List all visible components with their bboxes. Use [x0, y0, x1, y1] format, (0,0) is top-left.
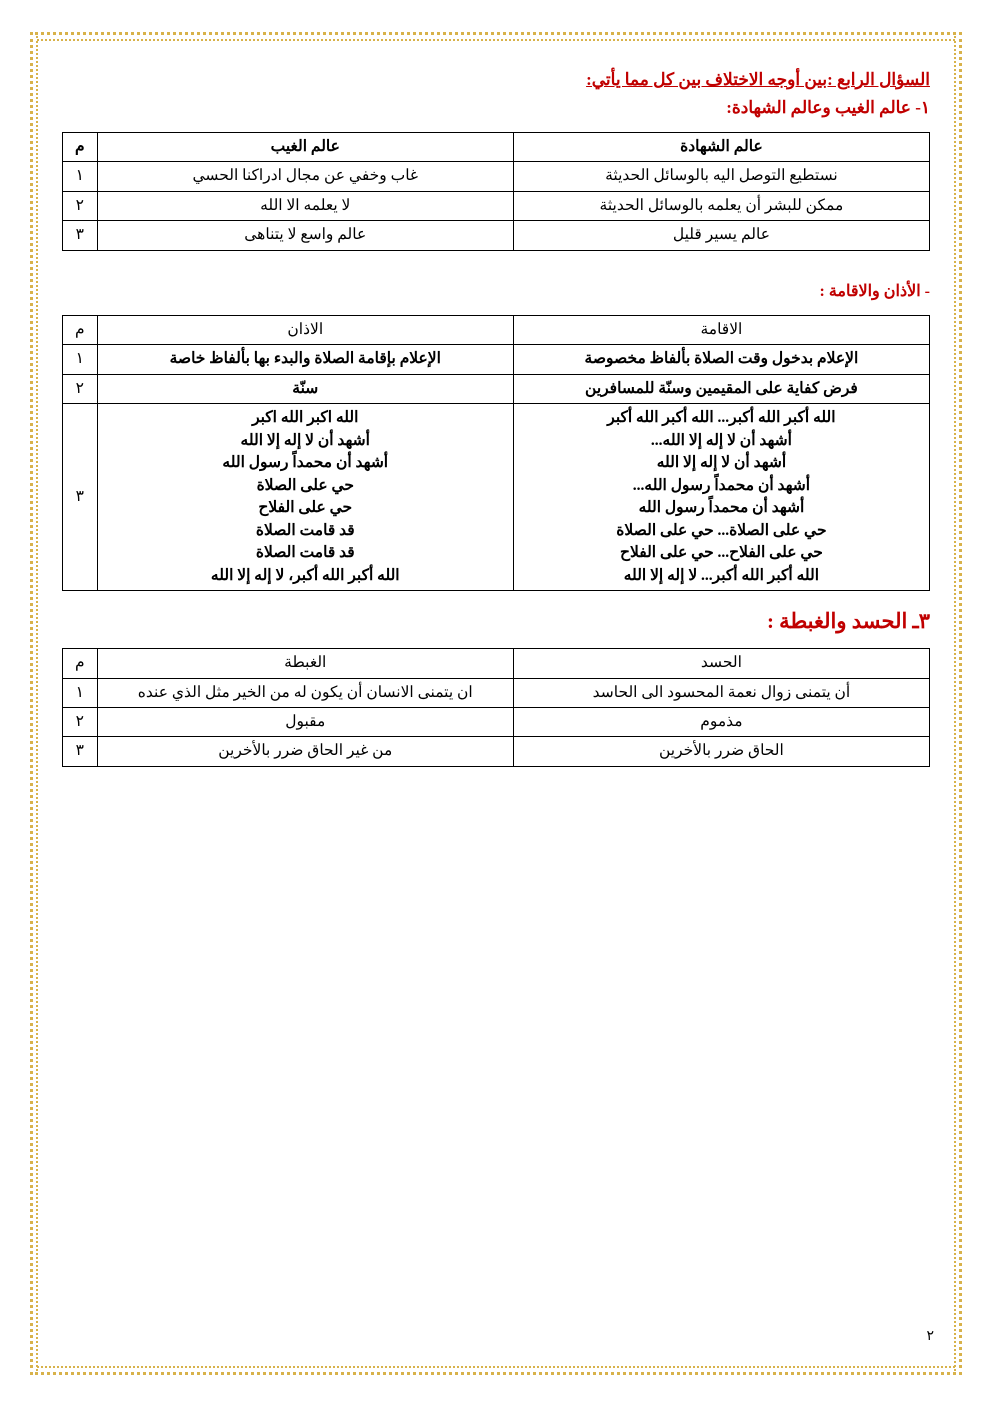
- adhan-line: الله أكبر الله أكبر... لا إله إلا الله: [623, 566, 820, 584]
- table-header-row: [63, 649, 930, 678]
- table-row-adhan: [63, 404, 930, 591]
- table-row: [63, 191, 930, 220]
- cell-right: ان يتمنى الانسان أن يكون له من الخير مثل الذي عنده: [97, 678, 513, 707]
- page-number: ٢: [926, 1329, 934, 1344]
- cell-right: عالم واسع لا يتناهى: [97, 221, 513, 250]
- decorative-border-right: [954, 36, 956, 1371]
- header-right-3: الغبطة: [97, 649, 513, 678]
- adhan-line: أشهد أن محمداً رسول الله: [638, 499, 805, 517]
- question-title: السؤال الرابع :بين أوجه الاختلاف بين كل مما يأتي:: [586, 70, 930, 89]
- cell-right: غاب وخفي عن مجال ادراكنا الحسي: [97, 162, 513, 191]
- header-left-3: الحسد: [513, 649, 929, 678]
- table-header-row: [63, 133, 930, 162]
- cell-right: سنّة: [97, 374, 513, 403]
- adhan-line: أشهد أن لا إله إلا الله: [656, 454, 787, 472]
- table-row: [63, 345, 930, 374]
- adhan-line: أشهد أن محمداً رسول الله: [222, 454, 389, 472]
- cell-right: لا يعلمه الا الله: [97, 191, 513, 220]
- adhan-line: قد قامت الصلاة: [255, 521, 355, 539]
- adhan-line: حي على الصلاة: [256, 476, 354, 494]
- cell-left: عالم يسير قليل: [513, 221, 929, 250]
- cell-num: ٢: [63, 707, 98, 736]
- header-left-1: عالم الشهادة: [513, 133, 929, 162]
- header-num-1: م: [63, 133, 98, 162]
- adhan-line: قد قامت الصلاة: [255, 544, 355, 562]
- table-row: [63, 162, 930, 191]
- cell-right: الإعلام بإقامة الصلاة والبدء بها بألفاظ خاصة: [97, 345, 513, 374]
- adhan-line: أشهد أن لا إله إلا الله...: [650, 431, 792, 449]
- cell-right: من غير الحاق ضرر بالأخرين: [97, 737, 513, 766]
- header-num-3: م: [63, 649, 98, 678]
- table-row: [63, 221, 930, 250]
- section-heading-1: ١- عالم الغيب وعالم الشهادة:: [726, 98, 930, 117]
- header-right-2: الاذان: [97, 315, 513, 344]
- cell-left: الحاق ضرر بالأخرين: [513, 737, 929, 766]
- cell-num: ٣: [63, 404, 98, 591]
- adhan-line: حي على الفلاح... حي على الفلاح: [619, 544, 823, 562]
- cell-num: ١: [63, 162, 98, 191]
- table-header-row: [63, 315, 930, 344]
- comparison-table-2: [62, 315, 930, 591]
- cell-num: ٣: [63, 737, 98, 766]
- adhan-line: حي على الفلاح: [258, 499, 353, 517]
- cell-left: أن يتمنى زوال نعمة المحسود الى الحاسد: [513, 678, 929, 707]
- cell-left: ممكن للبشر أن يعلمه بالوسائل الحديثة: [513, 191, 929, 220]
- adhan-line: الله أكبر الله أكبر، لا إله إلا الله: [210, 566, 400, 584]
- adhan-line: أشهد أن محمداً رسول الله...: [632, 476, 811, 494]
- header-num-2: م: [63, 315, 98, 344]
- cell-left: فرض كفاية على المقيمين وسنّة للمسافرين: [513, 374, 929, 403]
- comparison-table-3: [62, 648, 930, 767]
- comparison-table-1: [62, 132, 930, 251]
- adhan-line: الله اكبر الله اكبر: [252, 409, 359, 427]
- cell-num: ٢: [63, 374, 98, 403]
- section-heading-2: - الأذان والاقامة :: [819, 282, 930, 300]
- section-heading-3: ٣ـ الحسد والغبطة :: [766, 609, 930, 634]
- cell-left-adhan-lines: [513, 404, 929, 591]
- cell-left: نستطيع التوصل اليه بالوسائل الحديثة: [513, 162, 929, 191]
- cell-right-adhan-lines: [97, 404, 513, 591]
- cell-num: ٣: [63, 221, 98, 250]
- cell-left: الإعلام بدخول وقت الصلاة بألفاظ مخصوصة: [513, 345, 929, 374]
- table-row: [63, 374, 930, 403]
- cell-right: مقبول: [97, 707, 513, 736]
- adhan-line: أشهد أن لا إله إلا الله: [240, 431, 370, 449]
- cell-num: ١: [63, 678, 98, 707]
- header-left-2: الاقامة: [513, 315, 929, 344]
- cell-left: مذموم: [513, 707, 929, 736]
- document-content: [62, 70, 930, 773]
- adhan-line: الله أكبر الله أكبر... الله أكبر الله أكبر: [607, 409, 836, 427]
- cell-num: ٢: [63, 191, 98, 220]
- decorative-border-left: [36, 36, 38, 1371]
- table-row: [63, 678, 930, 707]
- header-right-1: عالم الغيب: [97, 133, 513, 162]
- cell-num: ١: [63, 345, 98, 374]
- table-row: [63, 707, 930, 736]
- adhan-line: حي على الصلاة... حي على الصلاة: [616, 521, 827, 539]
- table-row: [63, 737, 930, 766]
